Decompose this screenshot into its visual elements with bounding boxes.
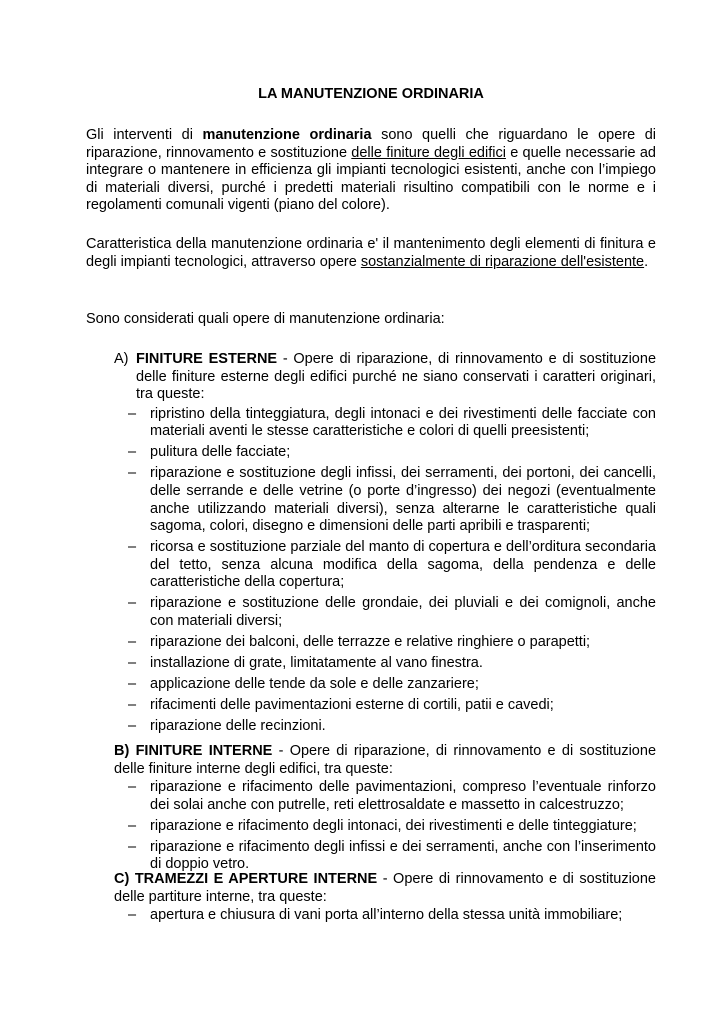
- list-item-text: riparazione e sostituzione delle grondaie, dei pluviali e dei comignoli, anche con materiali diversi;: [150, 595, 656, 629]
- section-b: [114, 743, 656, 877]
- list-item-text: installazione di grate, limitatamente al vano finestra.: [150, 654, 483, 671]
- dash-bullet: –: [128, 817, 137, 834]
- dash-bullet: –: [128, 838, 137, 855]
- list-item-text: riparazione delle recinzioni.: [150, 717, 326, 734]
- dash-bullet: –: [128, 717, 137, 734]
- dash-bullet: –: [128, 465, 137, 482]
- underlined-term: delle finiture degli edifici: [351, 144, 506, 161]
- list-item: [128, 406, 656, 441]
- dash-bullet: –: [128, 633, 137, 650]
- dash-bullet: –: [128, 779, 137, 796]
- dash-bullet: –: [128, 696, 137, 713]
- list-item: [128, 779, 656, 814]
- list-item: [128, 539, 656, 592]
- list-item: [128, 634, 656, 652]
- section-letter: A): [114, 351, 129, 367]
- section-b-heading: [114, 743, 656, 778]
- section-title: C) TRAMEZZI E APERTURE INTERNE: [114, 871, 378, 887]
- list-item-text: riparazione e sostituzione degli infissi, dei serramenti, dei portoni, dei cancelli, delle serrande e delle vetrine (o porte d’ingresso) dei negozi (eventualmente anche utilizzando materiali diversi), senza alterarne le caratteristiche quali sagoma, colori, disegno e dimensioni delle parti apribili e trasparenti;: [150, 465, 656, 535]
- text: Caratteristica della manutenzione ordinaria e' il mantenimento degli elementi di finitura e degli impianti tecnologici, attraverso opere: [86, 236, 656, 270]
- characteristic-paragraph: [86, 236, 656, 271]
- list-item-text: riparazione e rifacimento degli intonaci, dei rivestimenti e delle tinteggiature;: [150, 817, 637, 834]
- list-item: [128, 718, 656, 736]
- list-intro-paragraph: Sono considerati quali opere di manutenzione ordinaria:: [86, 311, 445, 327]
- list-item: [128, 444, 656, 462]
- section-a: [114, 351, 656, 739]
- page-title: LA MANUTENZIONE ORDINARIA: [258, 86, 484, 102]
- dash-bullet: –: [128, 595, 137, 612]
- section-a-list: [128, 406, 656, 736]
- section-b-list: [128, 779, 656, 874]
- list-item-text: ripristino della tinteggiatura, degli intonaci e dei rivestimenti delle facciate con materiali aventi le stesse caratteristiche e colori di quelli preesistenti;: [150, 405, 656, 440]
- dash-bullet: –: [128, 907, 137, 924]
- text: sono quelli che riguardano le opere di riparazione, rinnovamento e sostituzione: [86, 127, 656, 161]
- list-item-text: applicazione delle tende da sole e delle zanzariere;: [150, 675, 479, 692]
- list-item: [128, 465, 656, 535]
- list-item: [128, 697, 656, 715]
- section-title: B) FINITURE INTERNE: [114, 743, 273, 759]
- dash-bullet: –: [128, 675, 137, 692]
- list-item-text: apertura e chiusura di vani porta all’interno della stessa unità immobiliare;: [150, 907, 623, 924]
- dash-bullet: –: [128, 654, 137, 671]
- list-item-text: pulitura delle facciate;: [150, 444, 291, 461]
- section-c-list: [128, 907, 656, 925]
- list-item: [128, 595, 656, 630]
- list-item-text: rifacimenti delle pavimentazioni esterne di cortili, patii e cavedi;: [150, 696, 554, 713]
- section-a-heading: [114, 351, 656, 404]
- underlined-term: sostanzialmente di riparazione dell'esistente: [360, 253, 645, 270]
- section-c-heading: [114, 871, 656, 906]
- list-item: [128, 818, 656, 836]
- intro-paragraph: [86, 127, 656, 215]
- list-item: [128, 839, 656, 874]
- dash-bullet: –: [128, 444, 137, 461]
- list-item: [128, 907, 656, 925]
- list-item: [128, 676, 656, 694]
- text: e quelle necessarie ad integrare o mantenere in efficienza gli impianti tecnologici esistenti, anche con l’impiego di materiali diversi, purché i predetti materiali risultino compatibili con le norme e i regolamenti comunali vigenti (piano del colore).: [86, 144, 656, 214]
- list-item-text: riparazione e rifacimento degli infissi e dei serramenti, anche con l’inserimento di doppio vetro.: [150, 838, 656, 873]
- text: Gli interventi di: [86, 127, 203, 143]
- section-intro: - Opere di rinnovamento e di sostituzione delle partiture interne, tra queste:: [114, 871, 656, 905]
- section-title: FINITURE ESTERNE: [136, 351, 278, 367]
- section-a-heading-text: [136, 351, 656, 404]
- bold-term: manutenzione ordinaria: [202, 127, 372, 143]
- list-item-text: riparazione e rifacimento delle pavimentazioni, compreso l’eventuale rinforzo dei solai anche con putrelle, reti elettrosaldate e massetto in calcestruzzo;: [150, 779, 656, 813]
- section-intro: - Opere di riparazione, di rinnovamento e di sostituzione delle finiture esterne degli edifici purché ne siano conservati i caratteri originari, tra queste:: [136, 351, 657, 403]
- list-item: [128, 655, 656, 673]
- list-item-text: ricorsa e sostituzione parziale del manto di copertura e dell’orditura secondaria del tetto, senza alcuna modifica della sagoma, della pendenza e delle caratteristiche della copertura;: [150, 539, 656, 591]
- list-item-text: riparazione dei balconi, delle terrazze e relative ringhiere o parapetti;: [150, 633, 591, 650]
- section-intro: - Opere di riparazione, di rinnovamento e di sostituzione delle finiture interne degli edifici, tra queste:: [114, 743, 657, 777]
- section-c: [114, 871, 656, 928]
- text: .: [644, 253, 649, 270]
- dash-bullet: –: [128, 539, 137, 556]
- dash-bullet: –: [128, 405, 137, 422]
